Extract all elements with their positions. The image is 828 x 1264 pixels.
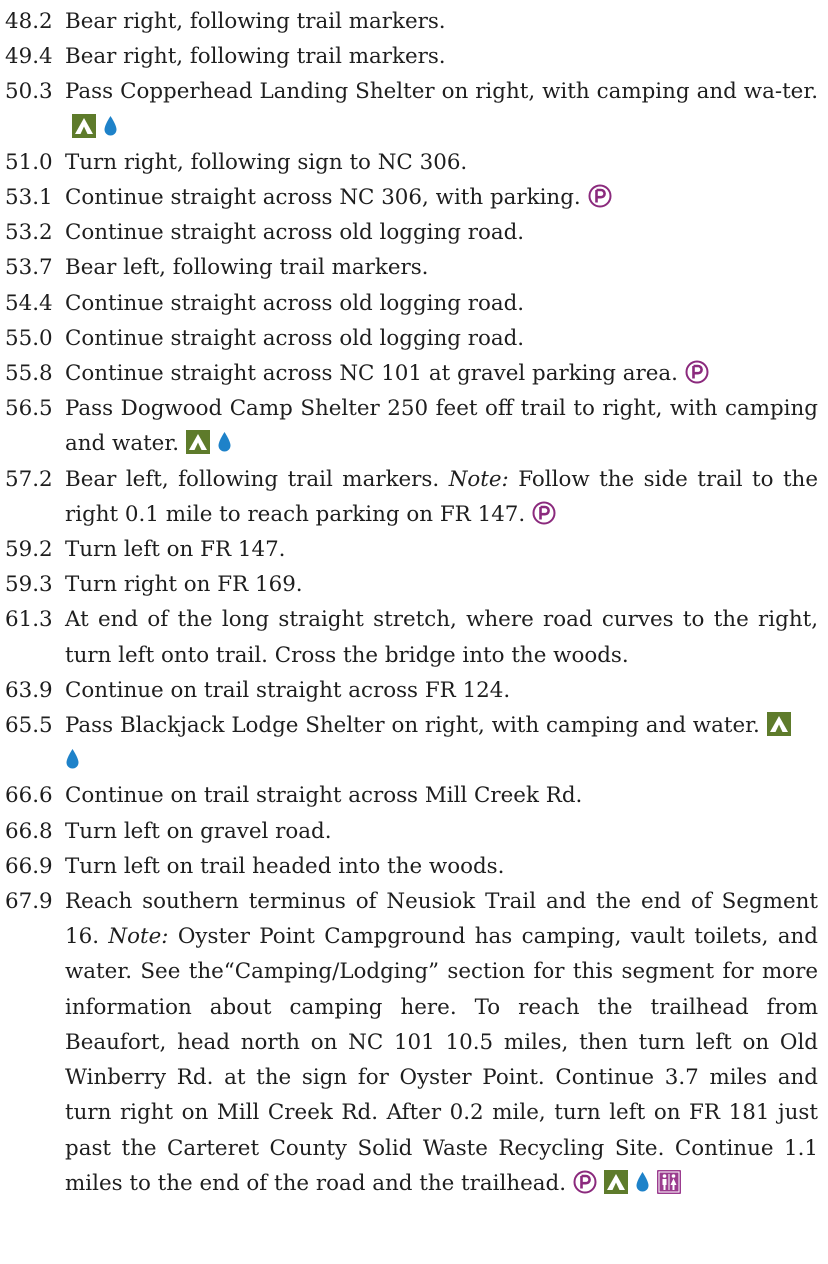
mileage: 55.0	[5, 325, 53, 351]
direction-text: Continue on trail straight across Mill Creek Rd.	[65, 783, 583, 809]
direction-text: Continue straight across old logging road.	[65, 325, 525, 351]
direction-text: Pass Blackjack Lodge Shelter on right, with camping and water.	[65, 713, 760, 739]
log-entry	[0, 849, 818, 884]
mileage: 53.2	[5, 220, 53, 246]
mileage: 56.5	[5, 396, 53, 422]
amenity-icons	[566, 1171, 681, 1196]
log-entry	[0, 180, 818, 215]
log-entry	[0, 286, 818, 321]
parking-icon	[588, 184, 612, 208]
direction-text: Pass Copperhead Landing Shelter on right, with camping and wa-ter.	[65, 79, 818, 105]
note-label: Note:	[108, 924, 169, 950]
direction-text: Turn right, following sign to NC 306.	[65, 149, 468, 175]
log-entry	[0, 4, 818, 39]
amenity-icons	[678, 361, 709, 386]
direction-text: Bear left, following trail markers.	[65, 255, 429, 281]
log-entry	[0, 532, 818, 567]
direction-text: Turn left on gravel road.	[65, 818, 332, 844]
log-entry	[0, 215, 818, 250]
mileage: 65.5	[5, 713, 53, 739]
amenity-icons	[179, 431, 232, 456]
direction-text: Continue straight across NC 101 at gravel parking area.	[65, 361, 678, 387]
log-entry	[0, 145, 818, 180]
log-entry	[0, 602, 818, 672]
mileage: 57.2	[5, 466, 53, 492]
mileage: 63.9	[5, 677, 53, 703]
mileage: 66.9	[5, 853, 53, 879]
log-entry	[0, 884, 818, 1201]
amenity-icons	[65, 115, 118, 140]
log-entry	[0, 814, 818, 849]
mileage: 66.6	[5, 783, 53, 809]
mileage: 66.8	[5, 818, 53, 844]
mileage: 49.4	[5, 44, 53, 70]
note-text: Follow the side trail to the right 0.1 mile to reach parking on FR 147.	[65, 466, 818, 527]
amenity-icons	[581, 185, 612, 210]
mileage: 55.8	[5, 361, 53, 387]
mileage: 50.3	[5, 79, 53, 105]
parking-icon	[573, 1170, 597, 1194]
mileage: 53.1	[5, 185, 53, 211]
direction-text: Bear right, following trail markers.	[65, 44, 446, 70]
log-entry	[0, 708, 818, 778]
log-entry	[0, 567, 818, 602]
log-entry	[0, 391, 818, 461]
direction-text: Reach southern terminus of Neusiok Trail and the end of Segment 16.	[65, 889, 818, 950]
log-entry	[0, 250, 818, 285]
direction-text: Turn right on FR 169.	[65, 572, 303, 598]
mileage: 67.9	[5, 889, 53, 915]
camping-icon	[604, 1170, 628, 1194]
direction-text: Bear right, following trail markers.	[65, 9, 446, 34]
mileage: 53.7	[5, 255, 53, 281]
direction-text: Turn left on FR 147.	[65, 537, 286, 563]
direction-text: Turn left on trail headed into the woods.	[65, 853, 505, 879]
direction-text: At end of the long straight stretch, where road curves to the right, turn left onto trail. Cross the bridge into the woods.	[65, 607, 818, 668]
mileage: 61.3	[5, 607, 53, 633]
water-icon	[103, 115, 118, 137]
amenity-icons	[525, 502, 556, 527]
direction-text: Continue straight across old logging road.	[65, 220, 525, 246]
camping-icon	[72, 114, 96, 138]
log-entry	[0, 356, 818, 391]
log-entry	[0, 39, 818, 74]
note-text: Oyster Point Campground has camping, vault toilets, and water. See the“Camping/Lodging” section for this segment for more information about camping here. To reach the trailhead from Beaufort, head north on NC 101 10.5 miles, then turn left on Old Winberry Rd. at the sign for Oyster Point. Continue 3.7 miles and turn right on Mill Creek Rd. After 0.2 mile, turn left on FR 181 just past the Carteret County Solid Waste Recycling Site. Continue 1.1 miles to the end of the road and the trailhead.	[65, 924, 818, 1196]
direction-text: Continue straight across old logging road.	[65, 290, 525, 316]
mileage: 59.3	[5, 572, 53, 598]
water-icon	[65, 748, 80, 770]
mileage: 59.2	[5, 537, 53, 563]
restroom-icon	[657, 1170, 681, 1194]
log-entry	[0, 321, 818, 356]
log-entry	[0, 673, 818, 708]
mileage: 54.4	[5, 290, 53, 316]
camping-icon	[186, 430, 210, 454]
camping-icon	[767, 712, 791, 736]
direction-text: Pass Dogwood Camp Shelter 250 feet off trail to right, with camping and water.	[65, 396, 818, 457]
water-icon	[635, 1171, 650, 1193]
parking-icon	[685, 360, 709, 384]
water-icon	[217, 431, 232, 453]
direction-text: Bear left, following trail markers.	[65, 466, 440, 492]
direction-text: Continue straight across NC 306, with parking.	[65, 185, 581, 211]
parking-icon	[532, 501, 556, 525]
log-entry	[0, 74, 818, 144]
mileage: 51.0	[5, 149, 53, 175]
log-entry	[0, 462, 818, 532]
log-entry	[0, 778, 818, 813]
note-label: Note:	[448, 466, 509, 492]
direction-text: Continue on trail straight across FR 124.	[65, 677, 511, 703]
mileage: 48.2	[5, 9, 53, 34]
